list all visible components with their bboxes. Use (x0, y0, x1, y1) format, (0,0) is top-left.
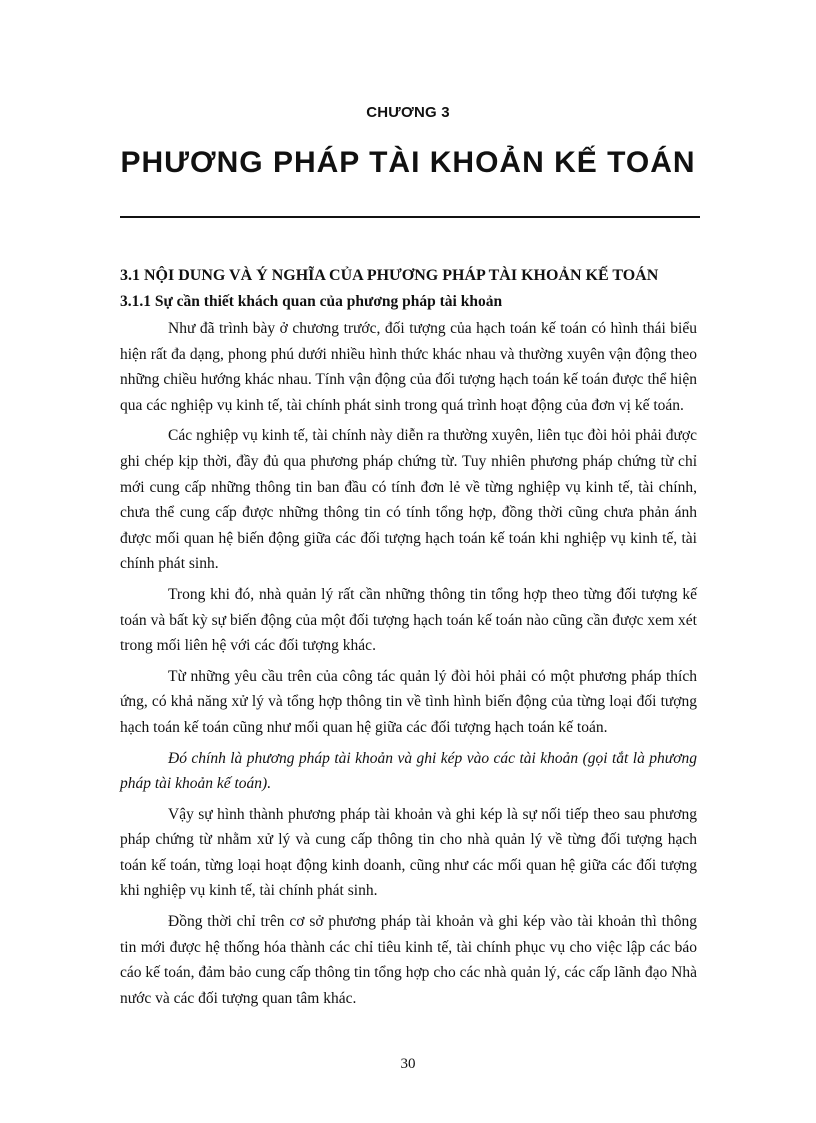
chapter-title: PHƯƠNG PHÁP TÀI KHOẢN KẾ TOÁN (120, 146, 696, 179)
paragraph: Trong khi đó, nhà quản lý rất cần những thông tin tổng hợp theo từng đối tượng kế toán và bất kỳ sự biến động của một đối tượng hạch toán kế toán nào cũng cần được xem xét trong mối liên hệ với các đối tượng khác. (120, 585, 697, 655)
paragraph: Các nghiệp vụ kinh tế, tài chính này diễn ra thường xuyên, liên tục đòi hỏi phải được ghi chép kịp thời, đầy đủ qua phương pháp chứng từ. Tuy nhiên phương pháp chứng từ chỉ mới cung cấp những thông tin ban đầu có tính đơn lẻ về từng nghiệp vụ kinh tế, tài chính, chưa thể cung cấp được những thông tin có tính tổng hợp, đồng thời cũng chưa phản ánh được mối quan hệ biến động giữa các đối tượng hạch toán kế toán khi nghiệp vụ kinh tế, tài chính phát sinh. (120, 427, 697, 573)
paragraph-italic: Đó chính là phương pháp tài khoản và ghi kép vào các tài khoản (gọi tắt là phương pháp tài khoản kế toán). (120, 749, 697, 793)
subsection-heading: 3.1.1 Sự cần thiết khách quan của phương pháp tài khoản (120, 293, 503, 310)
paragraph: Đồng thời chỉ trên cơ sở phương pháp tài khoản và ghi kép vào tài khoản thì thông tin mới được hệ thống hóa thành các chỉ tiêu kinh tế, tài chính phục vụ cho việc lập các báo cáo kế toán, đảm bảo cung cấp thông tin tổng hợp cho các nhà quản lý, các cấp lãnh đạo Nhà nước và các đối tượng quan tâm khác. (120, 913, 697, 1007)
paragraph: Từ những yêu cầu trên của công tác quản lý đòi hỏi phải có một phương pháp thích ứng, có khả năng xử lý và tổng hợp thông tin về tình hình biến động của từng loại đối tượng hạch toán kế toán cũng như mối quan hệ giữa các đối tượng hạch toán kế toán. (120, 667, 697, 736)
paragraph: Vậy sự hình thành phương pháp tài khoản và ghi kép là sự nối tiếp theo sau phương pháp chứng từ nhằm xử lý và cung cấp thông tin cho nhà quản lý về từng đối tượng hạch toán kế toán, từng loại hoạt động kinh doanh, cũng như các mối quan hệ giữa các đối tượng khi nghiệp vụ kinh tế, tài chính phát sinh. (120, 805, 697, 900)
section-heading: 3.1 NỘI DUNG VÀ Ý NGHĨA CỦA PHƯƠNG PHÁP TÀI KHOẢN KẾ TOÁN (120, 267, 659, 284)
title-divider (120, 216, 700, 218)
main-content (120, 262, 697, 1016)
paragraph: Như đã trình bày ở chương trước, đối tượng của hạch toán kế toán có hình thái biểu hiện rất đa dạng, phong phú dưới nhiều hình thức khác nhau và thường xuyên vận động theo những chiều hướng khác nhau. Tính vận động của đối tượng hạch toán kế toán được thể hiện qua các nghiệp vụ kinh tế, tài chính phát sinh trong quá trình hoạt động của đơn vị kế toán. (120, 320, 697, 414)
chapter-label: CHƯƠNG 3 (366, 104, 450, 121)
page-number: 30 (400, 1056, 416, 1072)
